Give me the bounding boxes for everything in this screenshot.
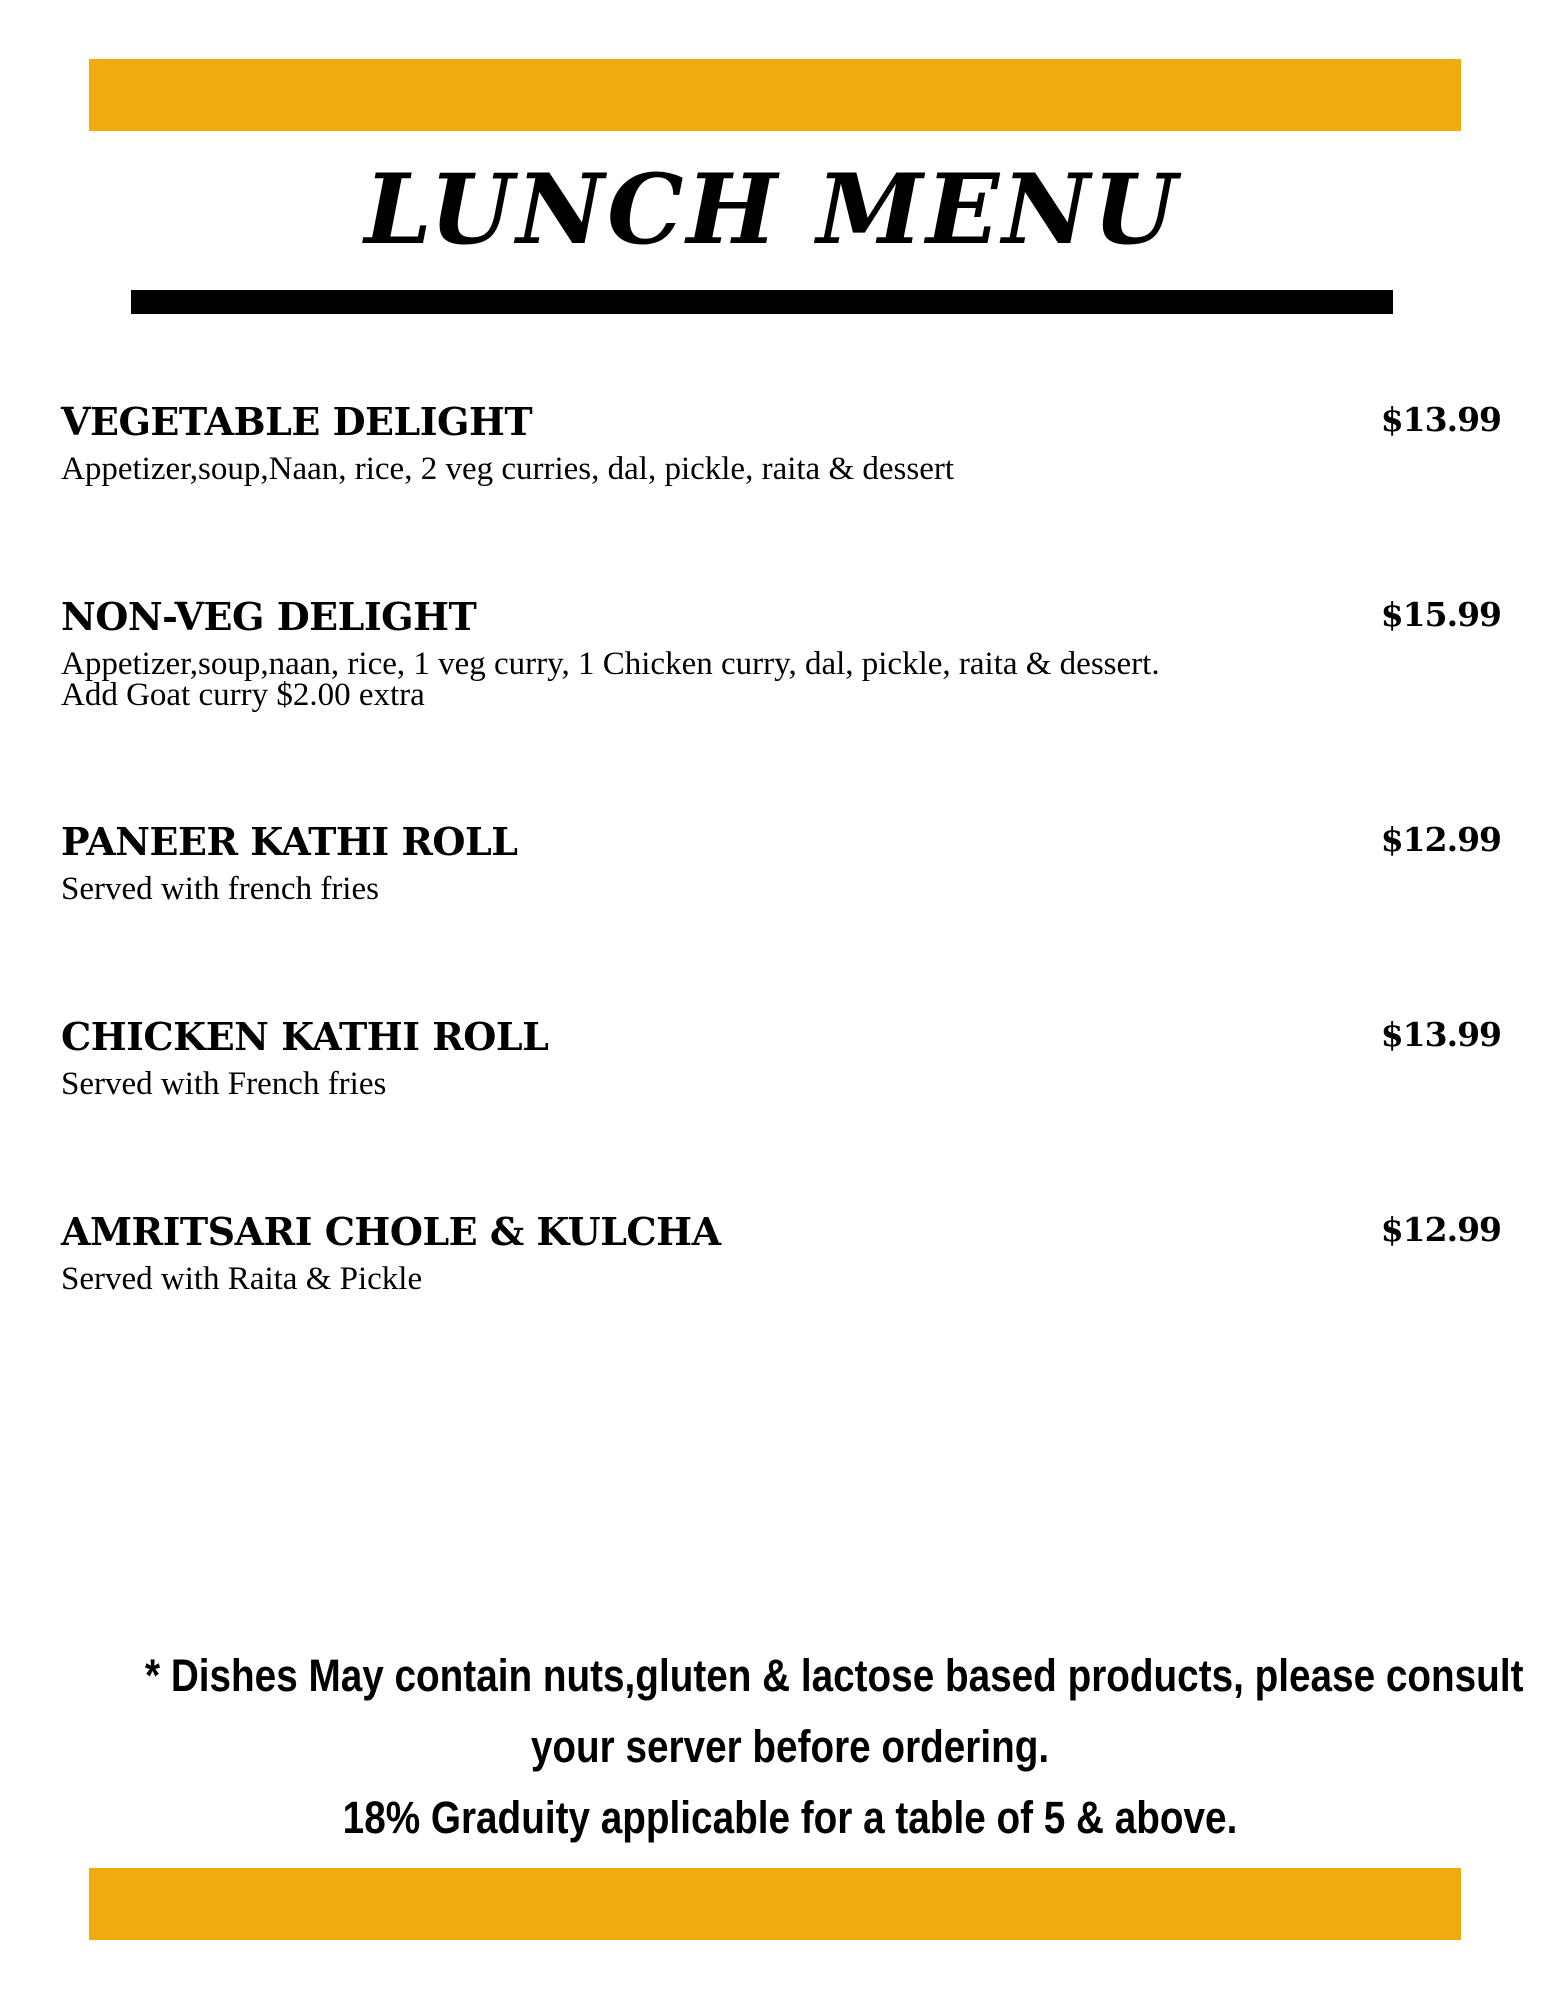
- top-accent-bar: [89, 59, 1461, 131]
- item-description-line: Served with Raita & Pickle: [61, 1261, 423, 1297]
- item-price: $15.99: [1380, 595, 1501, 634]
- item-description-line: Served with French fries: [61, 1066, 387, 1102]
- page-title: LUNCH MENU: [364, 153, 1180, 266]
- item-price: $12.99: [1380, 820, 1501, 859]
- item-name: CHICKEN KATHI ROLL: [61, 1014, 549, 1059]
- item-description-line: Appetizer,soup,Naan, rice, 2 veg curries, dal, pickle, raita & dessert: [61, 451, 954, 487]
- allergen-notice-line: your server before ordering.: [530, 1721, 1050, 1772]
- item-name: VEGETABLE DELIGHT: [61, 399, 533, 444]
- allergen-notice: [145, 1640, 1524, 1853]
- item-name: PANEER KATHI ROLL: [61, 819, 518, 864]
- item-name: NON-VEG DELIGHT: [61, 594, 477, 639]
- item-price: $13.99: [1380, 400, 1501, 439]
- item-description-line: Add Goat curry $2.00 extra: [61, 677, 425, 713]
- item-price: $13.99: [1380, 1015, 1501, 1054]
- item-price: $12.99: [1380, 1210, 1501, 1249]
- item-description: [61, 646, 1160, 713]
- allergen-notice-line: * Dishes May contain nuts,gluten & lactose based products, please consult: [145, 1650, 1524, 1701]
- item-description: [61, 451, 954, 487]
- item-description-line: Served with french fries: [61, 871, 379, 907]
- bottom-accent-bar: [89, 1868, 1461, 1940]
- item-description-line: Appetizer,soup,naan, rice, 1 veg curry, 1 Chicken curry, dal, pickle, raita & dessert.: [61, 646, 1160, 682]
- item-description: [61, 1066, 387, 1102]
- item-name: AMRITSARI CHOLE & KULCHA: [61, 1209, 721, 1254]
- item-description: [61, 871, 379, 907]
- item-description: [61, 1261, 423, 1297]
- gratuity-notice: 18% Graduity applicable for a table of 5 & above.: [342, 1792, 1238, 1843]
- title-underline: [131, 290, 1393, 314]
